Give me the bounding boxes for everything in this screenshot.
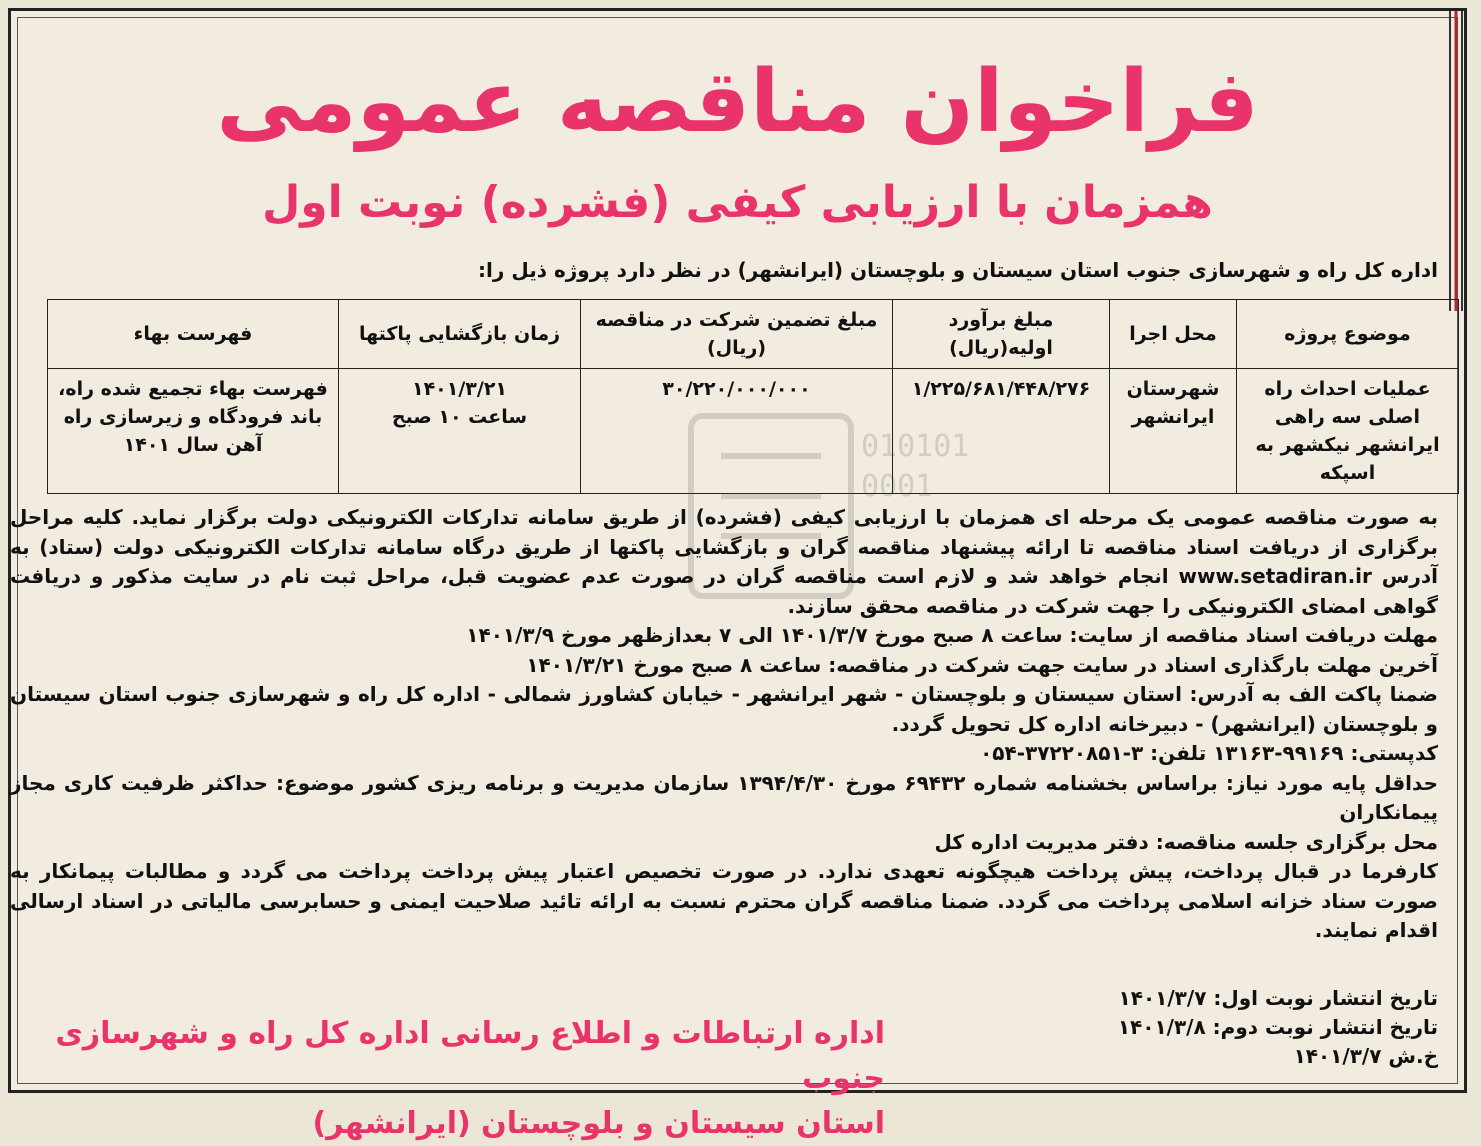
edge-decoration — [1448, 11, 1466, 311]
opening-date: ۱۴۰۱/۳/۲۱ — [411, 378, 508, 400]
tender-table — [47, 299, 1459, 494]
tender-notice — [8, 8, 1467, 1141]
svg-text:0001: 0001 — [861, 469, 934, 504]
cell-price-list: فهرست بهاء تجمیع شده راه، باند فرودگاه و زیرسازی راه آهن سال ۱۴۰۱ — [48, 369, 339, 494]
issuer-signature — [35, 1011, 885, 1146]
header-price-list: فهرست بهاء — [48, 300, 339, 369]
cell-location: شهرستان ایرانشهر — [1110, 369, 1237, 494]
header-subject: موضوع پروژه — [1237, 300, 1459, 369]
cell-subject: عملیات احداث راه اصلی سه راهی ایرانشهر نیکشهر به اسپکه — [1237, 369, 1459, 494]
issuer-line-1: اداره ارتباطات و اطلاع رسانی اداره کل راه و شهرسازی جنوب — [55, 1016, 885, 1096]
body-paragraph-document-deadline: مهلت دریافت اسناد مناقصه از سایت: ساعت ۸ صبح مورخ ۱۴۰۱/۳/۷ الی ۷ بعدازظهر مورخ ۱۴۰۱/۳/۹ — [466, 623, 1438, 647]
table-row — [48, 369, 1459, 494]
body-paragraph-payment: کارفرما در قبال پرداخت، پیش پرداخت هیچگونه تعهدی ندارد. در صورت تخصیص اعتبار پیش پرداخت پرداخت می گردد و مطالبات پیمانکار به صورت سناد خزانه اسلامی پرداخت می گردد. ضمنا مناقصه گران محترم نسبت به ارائه تائید صلاحیت ایمنی و حسابرسی مالیاتی در اسناد ارسالی اقدام نمایند. — [10, 859, 1438, 942]
body-paragraph-contact: کدپستی: ۹۹۱۶۹-۱۳۱۶۳ تلفن: ۳-۳۷۲۲۰۸۵۱-۰۵۴ — [980, 741, 1438, 765]
notice-body — [10, 503, 1438, 946]
first-publication-date: تاریخ انتشار نوبت اول: ۱۴۰۱/۳/۷ — [1118, 986, 1438, 1010]
page-subtitle: همزمان با ارزیابی کیفی (فشرده) نوبت اول — [262, 177, 1213, 228]
body-paragraph-address: ضمنا پاکت الف به آدرس: استان سیستان و بلوچستان - شهر ایرانشهر - خیابان کشاورز شمالی - اداره کل راه و شهرسازی جنوب استان سیستان و بلوچستان (ایرانشهر) - دبیرخانه اداره کل تحویل گردد. — [10, 682, 1438, 736]
body-paragraph-venue: محل برگزاری جلسه مناقصه: دفتر مدیریت اداره کل — [934, 829, 1438, 854]
header-guarantee: مبلغ تضمین شرکت در مناقصه (ریال) — [581, 300, 893, 369]
intro-text: اداره کل راه و شهرسازی جنوب استان سیستان و بلوچستان (ایرانشهر) در نظر دارد پروژه ذیل را: — [478, 258, 1438, 282]
header-opening: زمان بازگشایی پاکتها — [339, 300, 581, 369]
svg-text:010101: 010101 — [861, 429, 970, 464]
body-paragraph-upload-deadline: آخرین مهلت بارگذاری اسناد در سایت جهت شرکت در مناقصه: ساعت ۸ صبح مورخ ۱۴۰۱/۳/۲۱ — [526, 652, 1438, 677]
reference-code: خ.ش ۱۴۰۱/۳/۷ — [1293, 1044, 1438, 1068]
cell-estimate: ۱/۲۲۵/۶۸۱/۴۴۸/۲۷۶ — [893, 369, 1110, 494]
cell-opening — [339, 369, 581, 494]
header-estimate: مبلغ برآورد اولیه(ریال) — [893, 300, 1110, 369]
body-paragraph-method: به صورت مناقصه عمومی یک مرحله ای همزمان با ارزیابی کیفی (فشرده) از طریق سامانه تدارکات الکترونیکی دولت برگزار نماید. کلیه مراحل برگزاری از دریافت اسناد مناقصه تا ارائه پیشنهاد مناقصه گران و بازگشایی پاکتها از طریق درگاه سامانه تدارکات الکترونیکی دولت (ستاد) به آدرس www.setadiran.ir انجام خواهد شد و لازم است مناقصه گران در صورت عدم عضویت قبل، مراحل ثبت نام در سایت مذکور و دریافت گواهی امضای الکترونیکی را جهت شرکت در مناقصه محقق سازند. — [10, 505, 1438, 618]
table-header-row — [48, 300, 1459, 369]
cell-guarantee: ۳۰/۲۲۰/۰۰۰/۰۰۰ — [581, 369, 893, 494]
body-paragraph-requirements: حداقل پایه مورد نیاز: براساس بخشنامه شماره ۶۹۴۳۲ مورخ ۱۳۹۴/۴/۳۰ سازمان مدیریت و برنامه ریزی کشور موضوع: حداکثر ظرفیت کاری مجاز پیمانکاران — [10, 770, 1438, 824]
issuer-line-2: استان سیستان و بلوچستان (ایرانشهر) — [312, 1106, 885, 1141]
second-publication-date: تاریخ انتشار نوبت دوم: ۱۴۰۱/۳/۸ — [1117, 1015, 1438, 1039]
opening-time: ساعت ۱۰ صبح — [391, 406, 528, 428]
page-title: فراخوان مناقصه عمومی — [216, 52, 1259, 152]
publication-dates — [838, 984, 1438, 1071]
header-location: محل اجرا — [1110, 300, 1237, 369]
